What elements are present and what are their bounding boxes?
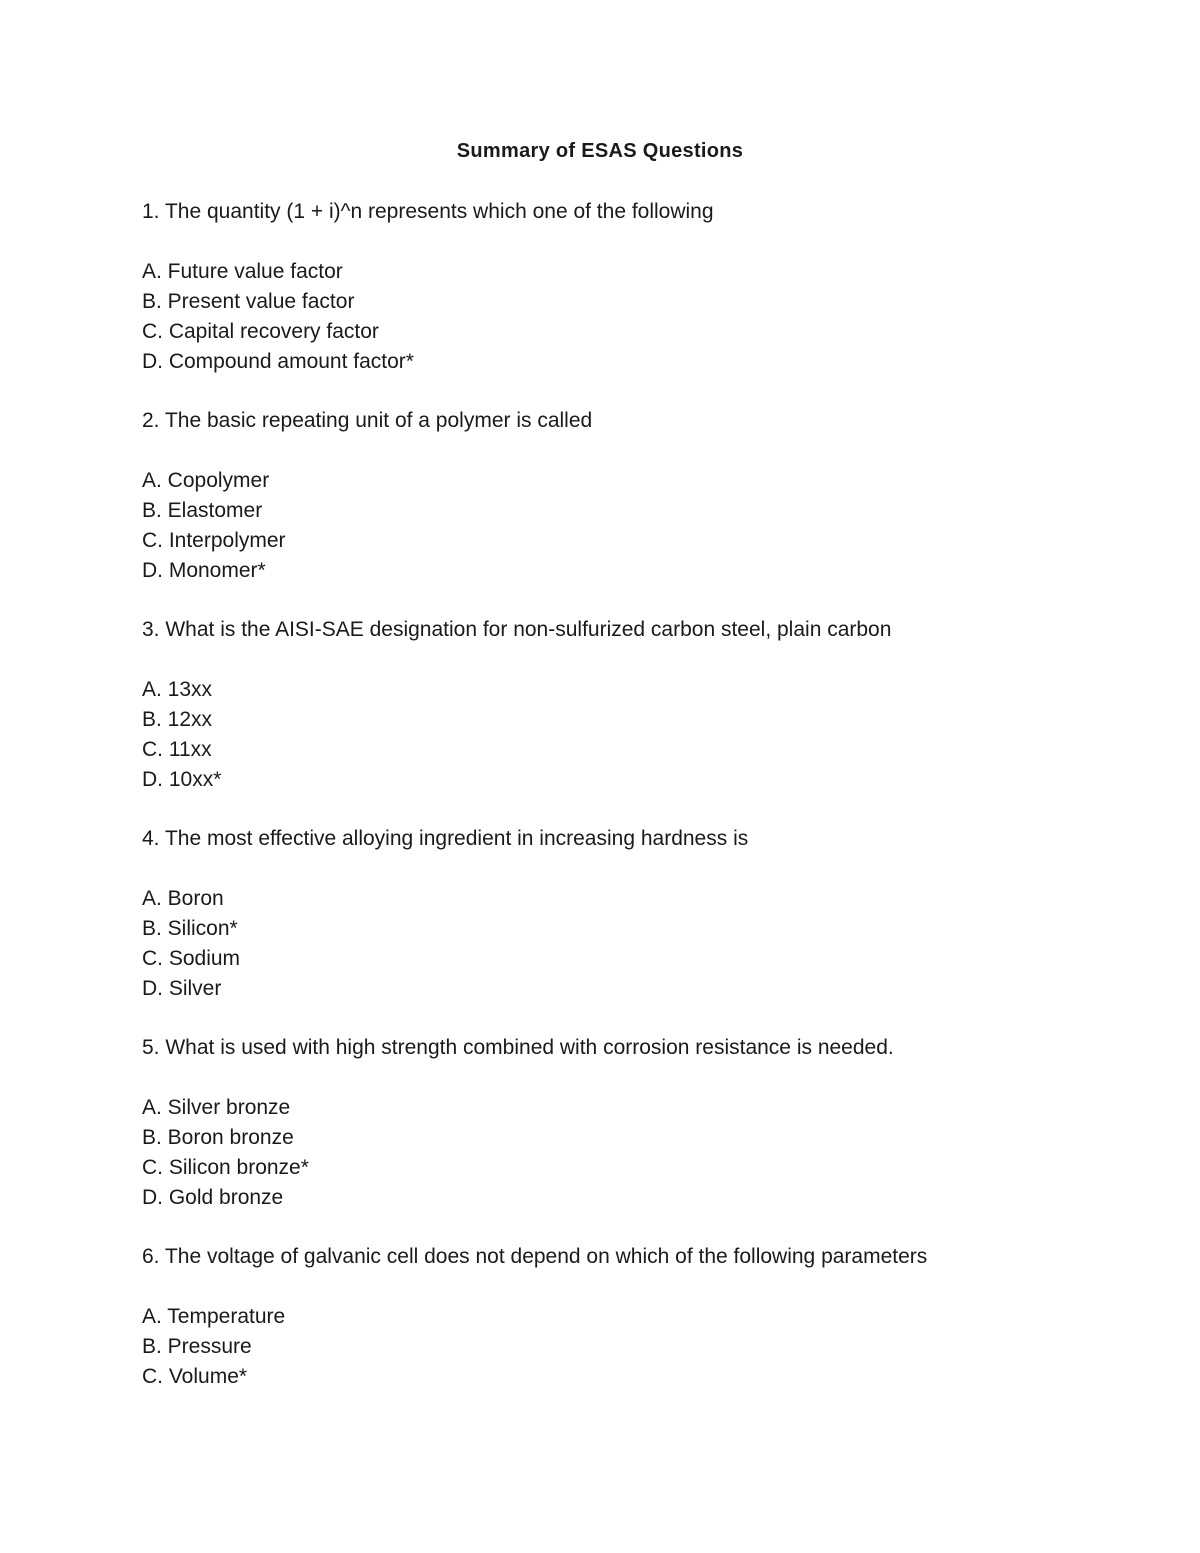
- question-text: 2. The basic repeating unit of a polymer is called: [142, 409, 593, 432]
- answer-option: A. Future value factor: [142, 260, 343, 283]
- answer-option: D. Monomer*: [142, 559, 266, 582]
- question-text: 6. The voltage of galvanic cell does not depend on which of the following parameters: [142, 1245, 928, 1268]
- question-text: 5. What is used with high strength combined with corrosion resistance is needed.: [142, 1036, 894, 1059]
- question-block: [142, 406, 1102, 586]
- answer-option: B. Present value factor: [142, 290, 355, 313]
- answer-option: C. Interpolymer: [142, 529, 286, 552]
- answer-option: C. Capital recovery factor: [142, 320, 379, 343]
- answer-option: C. Volume*: [142, 1365, 248, 1388]
- question-block: [142, 197, 1102, 377]
- question-text: 3. What is the AISI-SAE designation for non-sulfurized carbon steel, plain carbon: [142, 618, 892, 641]
- answer-option: D. Compound amount factor*: [142, 350, 414, 373]
- question-block: [142, 1033, 1102, 1213]
- answer-option: B. Boron bronze: [142, 1126, 294, 1149]
- answer-option: C. Sodium: [142, 947, 241, 970]
- answer-option: D. Gold bronze: [142, 1186, 284, 1209]
- answer-option: C. Silicon bronze*: [142, 1156, 309, 1179]
- answer-option: C. 11xx: [142, 738, 212, 761]
- answer-option: D. 10xx*: [142, 768, 222, 791]
- question-block: [142, 615, 1102, 795]
- page-title: Summary of ESAS Questions: [456, 140, 744, 162]
- question-list: [142, 197, 1102, 1421]
- answer-option: B. Pressure: [142, 1335, 252, 1358]
- question-text: 1. The quantity (1 + i)^n represents which one of the following: [142, 200, 714, 223]
- question-block: [142, 824, 1102, 1004]
- answer-option: A. Boron: [142, 887, 224, 910]
- answer-option: B. 12xx: [142, 708, 213, 731]
- answer-option: B. Silicon*: [142, 917, 238, 940]
- question-block: [142, 1242, 1102, 1392]
- question-text: 4. The most effective alloying ingredient in increasing hardness is: [142, 827, 749, 850]
- answer-option: B. Elastomer: [142, 499, 263, 522]
- answer-option: A. Silver bronze: [142, 1096, 291, 1119]
- answer-option: A. 13xx: [142, 678, 213, 701]
- answer-option: A. Copolymer: [142, 469, 270, 492]
- answer-option: A. Temperature: [142, 1305, 286, 1328]
- answer-option: D. Silver: [142, 977, 222, 1000]
